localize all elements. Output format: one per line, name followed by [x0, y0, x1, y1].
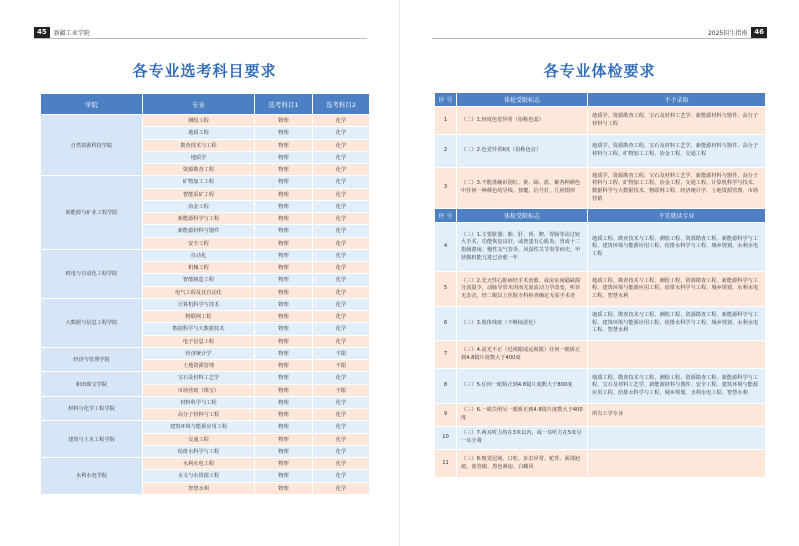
- table-row: [41, 458, 370, 470]
- major-cell: 水文与水资源工程: [143, 470, 255, 482]
- result-cell: 地质学、资源勘查工程、宝石及材料工艺学、新能源材料与器件、高分子材料与工程、矿物加工工程、冶金工程、交通工程: [588, 135, 766, 168]
- column-header-unsuitable: 不宜就读专业: [588, 209, 766, 223]
- row-number-cell: 8: [435, 369, 457, 404]
- subject1-cell: 物理: [255, 445, 313, 457]
- major-cell: 高分子材料与工程: [143, 409, 255, 421]
- college-name-cell: 大数据与信息工程学院: [41, 298, 143, 347]
- subject2-cell: 化学: [313, 237, 370, 249]
- row-number-cell: 2: [435, 135, 457, 168]
- health-row: [435, 369, 766, 404]
- major-cell: 材料科学与工程: [143, 396, 255, 408]
- subject1-cell: 物理: [255, 213, 313, 225]
- major-cell: 交通工程: [143, 433, 255, 445]
- row-number-cell: 5: [435, 272, 457, 307]
- subject1-cell: 物理: [255, 188, 313, 200]
- result-cell: 地质工程、勘查技术与工程、测绘工程、资源勘查工程、新能源科学与工程、建筑环境与能源应用工程、给排水科学与工程、城乡规划、水利水电工程: [588, 223, 766, 272]
- standard-cell: （二）3.不能准确识别红、黄、绿、蓝、紫各种颜色中任何一种颜色的导线、按键、信号灯、几何图形: [457, 168, 588, 209]
- subject2-cell: 化学: [313, 482, 370, 494]
- right-header-guide-name: 2025招生指南: [707, 30, 748, 37]
- table-row: [41, 421, 370, 433]
- row-number-cell: 11: [435, 450, 457, 478]
- college-name-cell: 机电与自动化工程学院: [41, 249, 143, 298]
- subject2-cell: 化学: [313, 470, 370, 482]
- right-page-number: 46: [751, 27, 767, 38]
- major-cell: 地质学: [143, 151, 255, 163]
- subject2-cell: 不限: [313, 384, 370, 396]
- subject2-cell: 化学: [313, 372, 370, 384]
- college-name-cell: 新能源与矿业工程学院: [41, 176, 143, 250]
- result-cell: 所有工学专业: [588, 404, 766, 427]
- health-row: [435, 341, 766, 369]
- table-row: [41, 298, 370, 310]
- standard-cell: （三）8.嗅觉迟钝、口吃、步态异常、驼背，面部疤痕、血管瘤、黑色素痣、白癜风: [457, 450, 588, 478]
- subject1-cell: 物理: [255, 127, 313, 139]
- subject1-cell: 物理: [255, 384, 313, 396]
- subject1-cell: 物理: [255, 421, 313, 433]
- health-table-body: [435, 93, 766, 478]
- subject1-cell: 物理: [255, 176, 313, 188]
- subject1-cell: 物理: [255, 200, 313, 212]
- result-cell: [588, 450, 766, 478]
- subject1-cell: 物理: [255, 286, 313, 298]
- left-page-number: 45: [34, 27, 50, 38]
- column-header-standard: 体检受限标志: [457, 93, 588, 107]
- subject1-cell: 物理: [255, 249, 313, 261]
- result-cell: 地质工程、勘查技术与工程、测绘工程、资源勘查工程、新能源科学与工程、建筑环境与能源应用工程、给排水科学与工程、城乡规划、水利水电工程、智慧水利: [588, 272, 766, 307]
- column-header-no: 序 号: [435, 93, 457, 107]
- major-cell: 机械工程: [143, 262, 255, 274]
- major-cell: 电气工程及其自动化: [143, 286, 255, 298]
- table-row: [41, 249, 370, 261]
- health-row: [435, 427, 766, 450]
- health-row: [435, 450, 766, 478]
- subject2-cell: 化学: [313, 458, 370, 470]
- standard-cell: （三）2.先天性心脏病经手术治愈，或房室间隔缺损分流量少，动脉导管未闭而无血流动力学改变，听诊无杂音，经二级以上医院专科检查确定无需手术者: [457, 272, 588, 307]
- subject-table-body: [41, 115, 370, 495]
- standard-cell: （三）6.一眼失明另一眼矫正到4.8镜片度数大于400度: [457, 404, 588, 427]
- college-name-cell: 水利水电学院: [41, 458, 143, 495]
- subject2-cell: 化学: [313, 311, 370, 323]
- left-page-header: [34, 27, 90, 38]
- major-cell: 智慧水利: [143, 482, 255, 494]
- table-row: [41, 176, 370, 188]
- subject1-cell: 物理: [255, 311, 313, 323]
- college-name-cell: 自然资源科技学院: [41, 115, 143, 176]
- subject2-cell: 化学: [313, 335, 370, 347]
- subject2-cell: 化学: [313, 445, 370, 457]
- major-cell: 水利水电工程: [143, 458, 255, 470]
- subject1-cell: 物理: [255, 151, 313, 163]
- subject1-cell: 物理: [255, 458, 313, 470]
- subject1-cell: 物理: [255, 164, 313, 176]
- major-cell: 资源勘查工程: [143, 164, 255, 176]
- subject2-cell: 化学: [313, 115, 370, 127]
- subject2-cell: 化学: [313, 225, 370, 237]
- major-cell: 计算机科学与技术: [143, 298, 255, 310]
- subject1-cell: 物理: [255, 115, 313, 127]
- major-cell: 安全工程: [143, 237, 255, 249]
- major-cell: 地质工程: [143, 127, 255, 139]
- column-header-subject1: 选考科目1: [255, 94, 313, 115]
- result-cell: 地质工程、勘查技术与工程、测绘工程、资源勘查工程、新能源科学与工程、宝石及材料工艺学、新能源材料与器件、安全工程、建筑环境与能源应用工程、给排水科学与工程、城乡规划、水利水电工程、智慧水利: [588, 369, 766, 404]
- subject2-cell: 化学: [313, 286, 370, 298]
- subject2-cell: 化学: [313, 200, 370, 212]
- subject1-cell: 物理: [255, 482, 313, 494]
- subject2-cell: 化学: [313, 176, 370, 188]
- subject1-cell: 物理: [255, 262, 313, 274]
- college-name-cell: 和田珠宝学院: [41, 372, 143, 397]
- subject2-cell: 化学: [313, 409, 370, 421]
- major-cell: 智能制造工程: [143, 274, 255, 286]
- standard-cell: （三）3.肢体残废（不继续恶化）: [457, 307, 588, 341]
- major-cell: 土地资源管理: [143, 360, 255, 372]
- standard-cell: （三）7.两耳听力均在3米以内，或一耳听力在5米另一耳全聋: [457, 427, 588, 450]
- subject1-cell: 物理: [255, 470, 313, 482]
- row-number-cell: 1: [435, 107, 457, 135]
- table-header-row: [41, 94, 370, 115]
- major-cell: 勘查技术与工程: [143, 139, 255, 151]
- standard-cell: （二）1.轻度色觉异常（俗称色弱）: [457, 107, 588, 135]
- subject2-cell: 化学: [313, 298, 370, 310]
- result-cell: 地质工程、勘查技术与工程、测绘工程、资源勘查工程、新能源科学与工程、建筑环境与能源应用工程、给排水科学与工程、城乡规划、水利水电工程、智慧水利: [588, 307, 766, 341]
- subject1-cell: 物理: [255, 409, 313, 421]
- subject1-cell: 物理: [255, 396, 313, 408]
- result-cell: 地质学、资源勘查工程、宝石及材料工艺学、新能源材料与器件、高分子材料与工程: [588, 107, 766, 135]
- major-cell: 新能源科学与工程: [143, 213, 255, 225]
- standard-cell: （三）5.任何一眼矫正到4.8镜片度数大于800度: [457, 369, 588, 404]
- column-header-college: 学院: [41, 94, 143, 115]
- right-header-rule: [432, 38, 767, 39]
- table-row: [41, 347, 370, 359]
- subject2-cell: 化学: [313, 421, 370, 433]
- subject2-cell: 化学: [313, 262, 370, 274]
- major-cell: 给排水科学与工程: [143, 445, 255, 457]
- column-header-no: 序 号: [435, 209, 457, 223]
- major-cell: 宝石及材料工艺学: [143, 372, 255, 384]
- subject2-cell: 化学: [313, 323, 370, 335]
- subject1-cell: 物理: [255, 225, 313, 237]
- subject1-cell: 物理: [255, 360, 313, 372]
- result-cell: 地质学、资源勘查工程、宝石及材料工艺学、新能源材料与器件、高分子材料与工程、矿物加工工程、冶金工程、交通工程、计算机科学与技术、数据科学与大数据技术、物联网工程、经济统计学、土地资源管理、市场营销: [588, 168, 766, 209]
- health-row: [435, 168, 766, 209]
- health-row: [435, 223, 766, 272]
- health-row: [435, 307, 766, 341]
- page-fold: [399, 0, 400, 546]
- row-number-cell: 7: [435, 341, 457, 369]
- row-number-cell: 4: [435, 223, 457, 272]
- major-cell: 冶金工程: [143, 200, 255, 212]
- result-cell: [588, 341, 766, 369]
- health-header-row-1: [435, 93, 766, 107]
- subject2-cell: 化学: [313, 188, 370, 200]
- row-number-cell: 3: [435, 168, 457, 209]
- standard-cell: （二）2.色觉异常Ⅱ度（俗称色盲）: [457, 135, 588, 168]
- major-cell: 建筑环境与能源应用工程: [143, 421, 255, 433]
- major-cell: 矿物加工工程: [143, 176, 255, 188]
- health-row: [435, 272, 766, 307]
- health-header-row-2: [435, 209, 766, 223]
- health-row: [435, 404, 766, 427]
- health-requirements-table: [434, 92, 766, 478]
- standard-cell: （三）4.屈光不正（近视眼或远视眼）任何一眼矫正到4.8镜片度数大于400度: [457, 341, 588, 369]
- table-row: [41, 115, 370, 127]
- subject2-cell: 化学: [313, 151, 370, 163]
- major-cell: 经济统计学: [143, 347, 255, 359]
- subject1-cell: 物理: [255, 298, 313, 310]
- column-header-major: 专业: [143, 94, 255, 115]
- major-cell: 物联网工程: [143, 311, 255, 323]
- column-header-rejected: 不予录取: [588, 93, 766, 107]
- subject2-cell: 化学: [313, 139, 370, 151]
- subject2-cell: 化学: [313, 127, 370, 139]
- subject2-cell: 化学: [313, 164, 370, 176]
- table-row: [41, 396, 370, 408]
- result-cell: [588, 427, 766, 450]
- subject1-cell: 物理: [255, 139, 313, 151]
- college-name-cell: 建筑与土木工程学院: [41, 421, 143, 458]
- major-cell: 自动化: [143, 249, 255, 261]
- major-cell: 市场营销（珠宝）: [143, 384, 255, 396]
- health-row: [435, 135, 766, 168]
- subject1-cell: 物理: [255, 347, 313, 359]
- subject1-cell: 物理: [255, 335, 313, 347]
- major-cell: 智能采矿工程: [143, 188, 255, 200]
- major-cell: 电子信息工程: [143, 335, 255, 347]
- subject1-cell: 物理: [255, 274, 313, 286]
- left-header-school-name: 新疆工业学院: [53, 30, 90, 37]
- subject1-cell: 物理: [255, 323, 313, 335]
- left-page-title: 各专业选考科目要求: [132, 62, 277, 80]
- health-row: [435, 107, 766, 135]
- right-page-header: [708, 27, 767, 38]
- college-name-cell: 经济与管理学院: [41, 347, 143, 372]
- row-number-cell: 10: [435, 427, 457, 450]
- row-number-cell: 6: [435, 307, 457, 341]
- subject1-cell: 物理: [255, 372, 313, 384]
- major-cell: 数据科学与大数据技术: [143, 323, 255, 335]
- left-header-rule: [34, 38, 367, 39]
- major-cell: 新能源材料与器件: [143, 225, 255, 237]
- standard-cell: （三）1.主要脏器：肺、肝、肾、脾、胃肠等动过较大手术，功能恢复良好，或曾患有心肌炎、胃或十二指肠溃疡、慢性支气管炎、风湿性关节炎等病史，甲状腺机能亢进已治愈一年: [457, 223, 588, 272]
- subject-requirements-table: [40, 93, 370, 495]
- column-header-subject2: 选考科目2: [313, 94, 370, 115]
- right-page-title: 各专业体检要求: [543, 62, 656, 80]
- column-header-standard: 体检受限标志: [457, 209, 588, 223]
- subject1-cell: 物理: [255, 433, 313, 445]
- subject2-cell: 化学: [313, 396, 370, 408]
- table-row: [41, 372, 370, 384]
- subject2-cell: 化学: [313, 433, 370, 445]
- subject2-cell: 不限: [313, 360, 370, 372]
- major-cell: 测绘工程: [143, 115, 255, 127]
- college-name-cell: 材料与化学工程学院: [41, 396, 143, 421]
- subject2-cell: 化学: [313, 274, 370, 286]
- subject1-cell: 物理: [255, 237, 313, 249]
- subject2-cell: 不限: [313, 347, 370, 359]
- subject2-cell: 化学: [313, 249, 370, 261]
- subject2-cell: 化学: [313, 213, 370, 225]
- row-number-cell: 9: [435, 404, 457, 427]
